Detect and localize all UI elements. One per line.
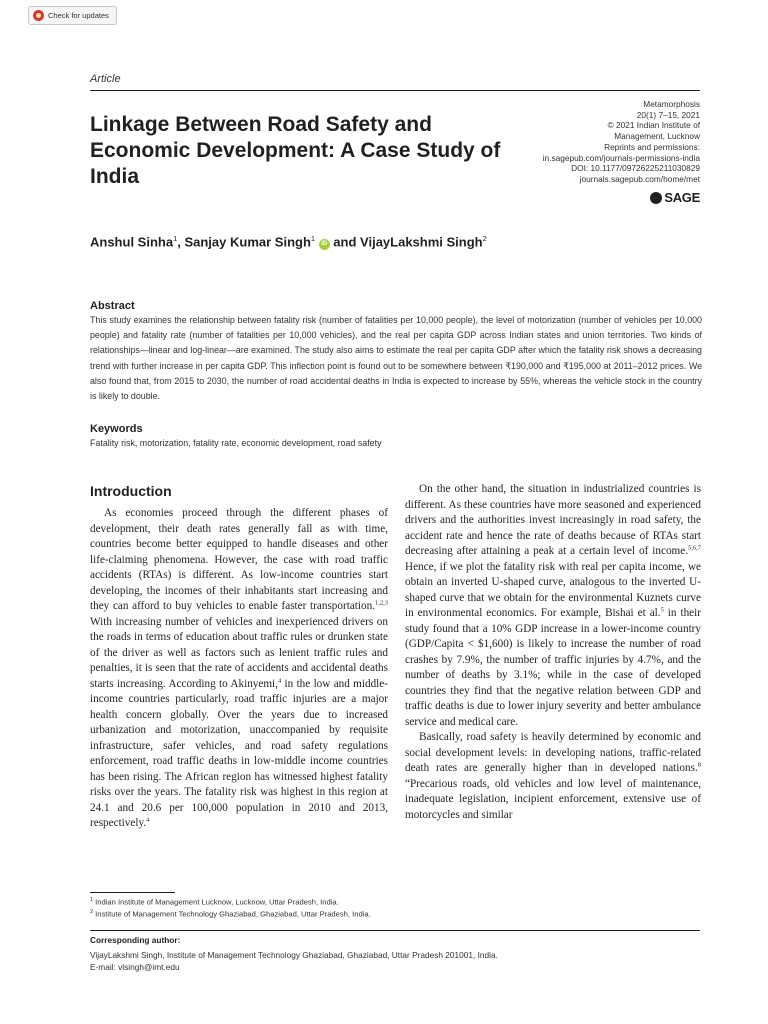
doi-link[interactable]: DOI: 10.1177/09726225211030829 xyxy=(571,163,700,174)
body-column-left xyxy=(90,506,388,832)
introduction-heading: Introduction xyxy=(90,483,172,499)
reprints-line-1: Reprints and permissions: xyxy=(604,141,700,152)
paragraph xyxy=(405,730,701,823)
paragraph-text: On the other hand, the situation in industrialized countries is different. As these countries have more seasoned and experienced drivers and the authorities invest increasingly in road safety, the accident rate and hence the rate of deaths because of RTAs start decreasing after attaining a peak at a certain level of income. xyxy=(405,483,701,557)
article-title: Linkage Between Road Safety and Economic Development: A Case Study of India xyxy=(90,113,501,188)
journal-name: Metamorphosis xyxy=(643,99,700,109)
paragraph-text: in their study found that a 10% GDP increase in a lower-income country (GDP/Capita < $1,600) is likely to increase the number of road crashes by 7.9%, the number of traffic injuries by 4.7%, and the number of deaths by 3.1%; while in the case of developed countries they find that the negative relation between GDP and traffic deaths is due to lower injury severity and better ambulance service and medical care. xyxy=(405,607,701,728)
paragraph xyxy=(405,482,701,730)
check-for-updates-label: Check for updates xyxy=(48,11,109,20)
copyright-line-2: Management, Lucknow xyxy=(614,131,700,142)
body-column-right xyxy=(405,482,701,823)
corresponding-heading: Corresponding author: xyxy=(90,935,181,945)
author-name: VijayLakshmi Singh xyxy=(360,234,483,250)
affiliation-marker: 1 xyxy=(310,234,316,243)
orcid-icon[interactable]: iD xyxy=(319,239,330,250)
citation-marker[interactable]: 4 xyxy=(146,816,150,824)
citation-marker[interactable]: 8 xyxy=(697,761,701,769)
abstract-heading: Abstract xyxy=(90,300,135,312)
paragraph-text: in the low and middle-income countries particularly, road traffic injuries are a major health concern globally. Over the years due to increased urbanization and motorization, unaccompanied by requisite infrastructure, safer vehicles, and road safety regulations enforcement, road traffic deaths in low-middle income countries has been rising. The African region has witnessed highest fatality risks over the years. The fatality risk was highest in this region at 24.1 and 20.6 per 100,000 population in 2010 and 2013, respectively. xyxy=(90,677,388,829)
sage-logo xyxy=(650,190,700,205)
paragraph xyxy=(90,506,388,832)
footnote-text: Institute of Management Technology Ghaziabad, Ghaziabad, Uttar Pradesh, India. xyxy=(93,909,371,919)
footnote-text: Indian Institute of Management Lucknow, Lucknow, Uttar Pradesh, India. xyxy=(93,897,339,907)
paragraph-text: “Precarious roads, old vehicles and low level of maintenance, inadequate legislation, incipient enforcement, extensive use of motorcycles and similar xyxy=(405,777,701,821)
footnote xyxy=(90,909,371,919)
check-for-updates-button[interactable] xyxy=(28,6,117,25)
journal-url-link[interactable]: journals.sagepub.com/home/met xyxy=(579,173,700,184)
abstract-text: This study examines the relationship between fatality risk (number of fatalities per 10,000 people), the level of motorization (number of vehicles per 10,000 people) and fatality rate (number of fatalities per 10,000 vehicles), and the real per capita GDP across Indian states and union territories. Two kinds of relationships—linear and log-linear—are examined. The study also aims to estimate the real per capita GDP after which the fatality risk shows a decreasing trend with further increase in per capita GDP. This inflection point is found out to be somewhere between ₹190,000 and ₹195,000 at 2011–2012 prices. We also found that, from 2015 to 2030, the number of road accidental deaths in India is expected to increase by 55%, whereas the vehicle stock in the country is likely to double. xyxy=(90,315,702,402)
paragraph-text: As economies proceed through the different phases of development, their death rates generally fall as with time, countries become better equipped to handle diseases and other life-claiming phenomena. However, the case with road traffic accidents (RTAs) is different. As low-income countries start developing, the incomes of their inhabitants start increasing and they can afford to buy vehicles to enable faster transportation. xyxy=(90,507,388,612)
corresponding-divider xyxy=(90,930,700,931)
journal-meta xyxy=(460,99,700,185)
affiliation-marker: 1 xyxy=(173,234,178,243)
author-list xyxy=(90,234,487,250)
author-separator: and xyxy=(329,234,361,250)
citation-marker[interactable]: 4 xyxy=(277,676,282,684)
crossmark-icon xyxy=(33,10,44,21)
footnote-marker: 1 xyxy=(90,897,94,903)
corresponding-email[interactable]: E-mail: vlsingh@imt.edu xyxy=(90,962,180,972)
footnote-marker: 2 xyxy=(90,909,94,915)
article-type: Article xyxy=(90,73,121,85)
keywords-heading: Keywords xyxy=(90,423,143,435)
affiliation-marker: 2 xyxy=(482,234,487,243)
footnote xyxy=(90,897,339,907)
citation-marker[interactable]: 1,2,3 xyxy=(375,599,388,607)
reprints-link[interactable]: in.sagepub.com/journals-permissions-india xyxy=(542,152,700,163)
copyright-line-1: © 2021 Indian Institute of xyxy=(607,120,700,131)
paragraph-text: Basically, road safety is heavily determined by economic and social development levels: in developing nations, traffic-related death rates are generally higher than in developed nations. xyxy=(405,731,701,774)
sage-mark-icon xyxy=(650,192,662,204)
corresponding-address: VijayLakshmi Singh, Institute of Management Technology Ghaziabad, Ghaziabad, Uttar Pradesh 201001, India. xyxy=(90,950,498,960)
keywords-text: Fatality risk, motorization, fatality rate, economic development, road safety xyxy=(90,438,382,448)
author-separator: , xyxy=(177,234,185,250)
citation-marker[interactable]: 5,6,7 xyxy=(688,544,701,552)
header-divider xyxy=(90,90,700,91)
paragraph-text: Hence, if we plot the fatality risk with real per capita income, we obtain an inverted U-shaped curve, analogous to the inverted U-shaped curve that we obtain for the environmental Kuznets curve in environmental economics. For example, Bishai et al. xyxy=(405,560,701,619)
author-name: Anshul Sinha xyxy=(90,234,174,250)
author-name: Sanjay Kumar Singh xyxy=(184,234,311,250)
publisher-name: SAGE xyxy=(664,190,700,205)
paragraph-text: With increasing number of vehicles and inexperienced drivers on the roads in terms of education about traffic rules or drunken state of the driver as well as factors such as lenient traffic rules and penalties, it is seen that the rate of accidents and accidental deaths starts increasing. According to Akinyemi, xyxy=(90,615,388,690)
footnote-divider xyxy=(90,892,175,893)
volume-pages: 20(1) 7–15, 2021 xyxy=(636,109,700,120)
citation-marker[interactable]: 5 xyxy=(660,606,664,614)
